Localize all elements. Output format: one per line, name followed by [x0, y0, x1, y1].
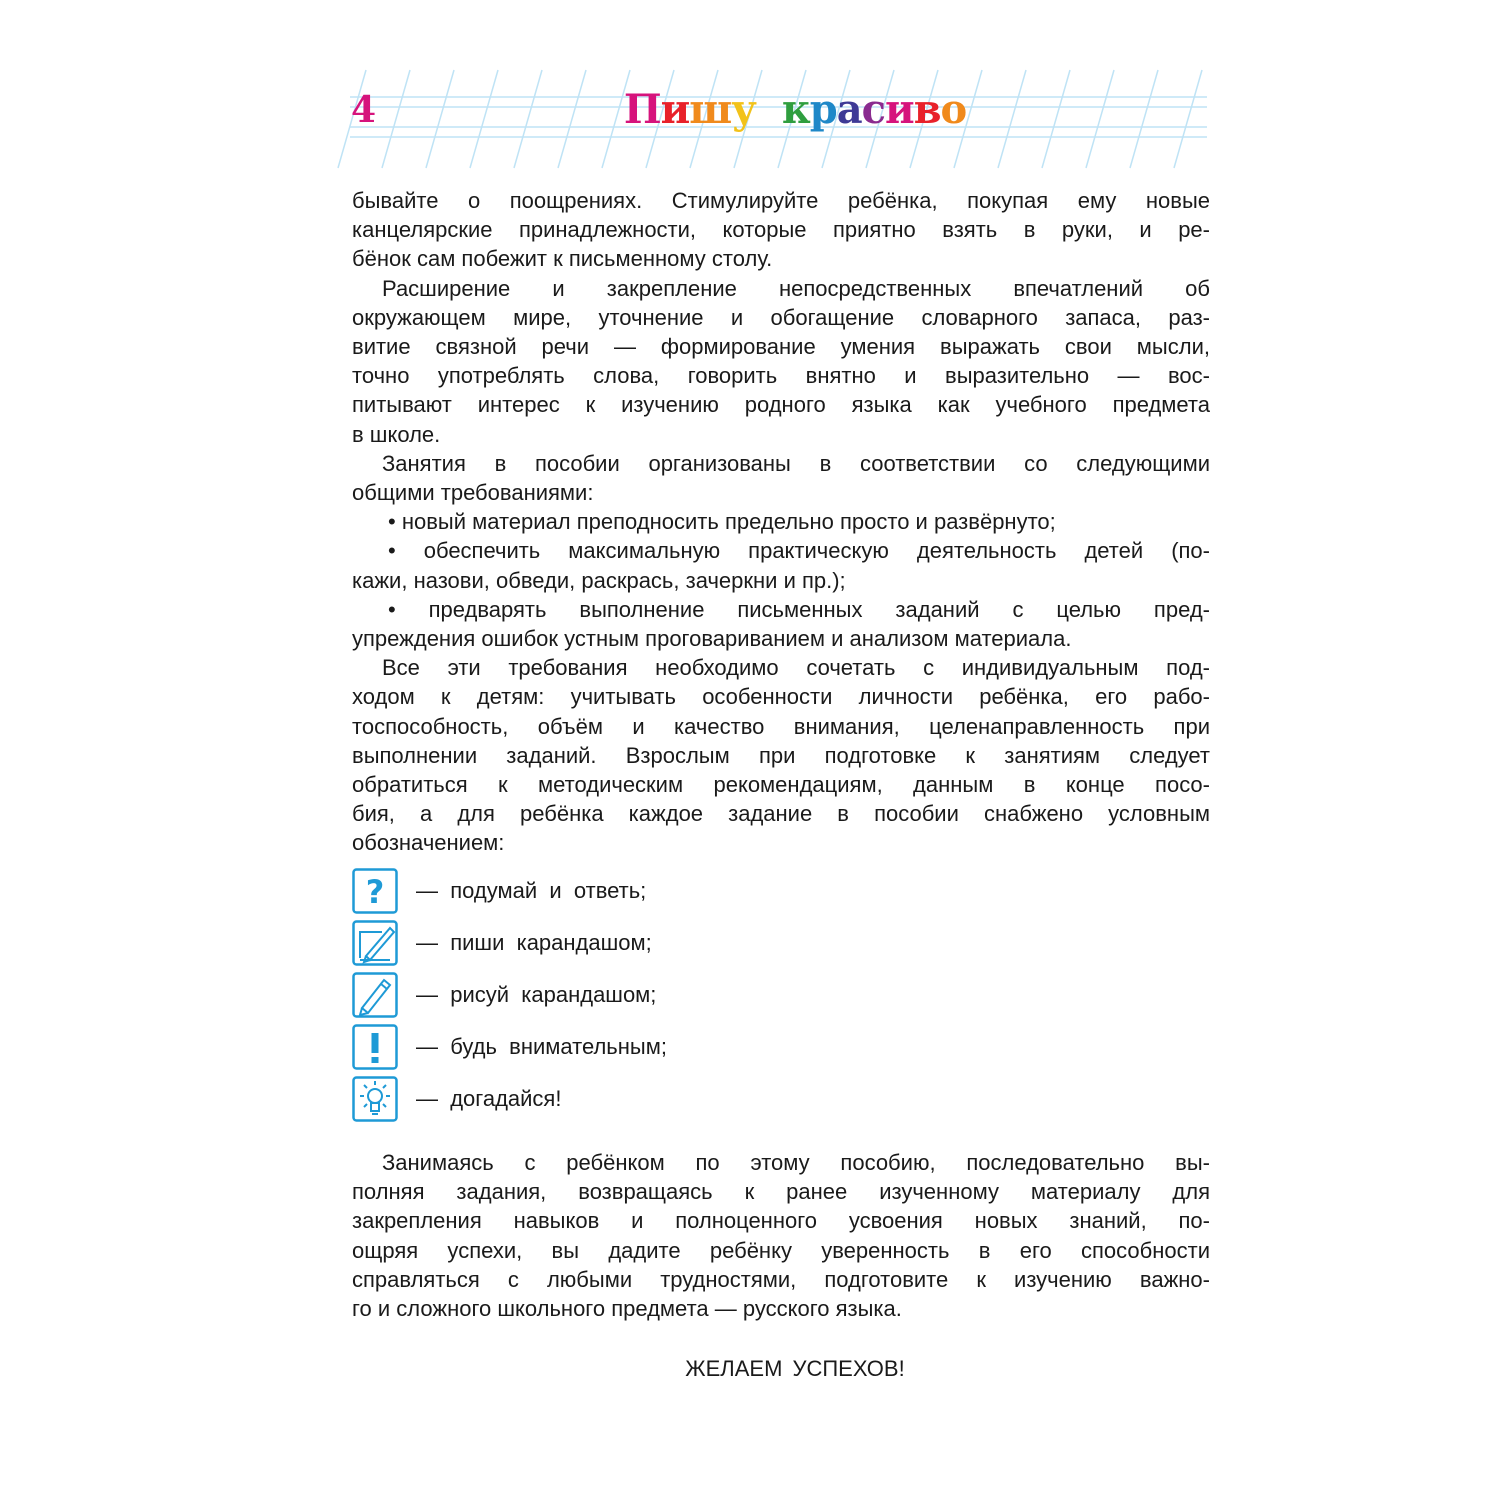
legend-item — [352, 1076, 952, 1128]
title-letter: о — [940, 86, 967, 133]
text-line: упреждения ошибок устным проговариванием и анализом материала. — [352, 626, 1072, 652]
text-line: бёнок сам побежит к письменному столу. — [352, 246, 773, 272]
page-number: 4 — [351, 89, 377, 131]
text-line: Занятия в пособии организованы в соответствии со следующими — [382, 450, 1210, 476]
title-letter: П — [623, 86, 661, 133]
title-letter: и — [885, 86, 914, 133]
text-line: в школе. — [352, 421, 441, 447]
title-letter: к — [781, 86, 810, 133]
text-line: Расширение и закрепление непосредственных впечатлений об — [382, 275, 1210, 301]
closing-paragraph — [352, 1148, 1210, 1323]
text-line: ощряя успехи, вы дадите ребёнку уверенность в его способности — [352, 1237, 1210, 1263]
text-line: закрепления навыков и полноценного усвоения новых знаний, по- — [352, 1208, 1210, 1234]
text-line: • новый материал преподносить предельно просто и развёрнуто; — [388, 509, 1056, 535]
legend-text: — догадайся! — [416, 1086, 562, 1111]
question-icon — [352, 868, 398, 914]
text-line: кажи, назови, обведи, раскрась, зачеркни и пр.); — [352, 567, 846, 593]
text-line: • предварять выполнение письменных заданий с целью пред- — [388, 596, 1210, 622]
title-letter: ш — [689, 86, 732, 133]
legend-item — [352, 1024, 952, 1076]
text-line: бия, а для ребёнка каждое задание в пособии снабжено условным — [352, 801, 1210, 827]
pen-writing-icon — [352, 920, 398, 966]
legend-text: — пиши карандашом; — [416, 930, 652, 955]
text-line: обратиться к методическим рекомендациям, данным в конце посо- — [352, 772, 1210, 798]
legend-item — [352, 972, 952, 1024]
page-title — [0, 86, 1500, 133]
symbol-legend — [352, 868, 952, 1128]
text-line: питывают интерес к изучению родного языка как учебного предмета — [352, 392, 1210, 418]
exclamation-icon — [352, 1024, 398, 1070]
text-line: Занимаясь с ребёнком по этому пособию, последовательно вы- — [382, 1150, 1210, 1175]
legend-text: — подумай и ответь; — [416, 878, 647, 903]
text-line: бывайте о поощрениях. Стимулируйте ребёнка, покупая ему новые — [352, 188, 1210, 213]
title-letter: в — [913, 86, 941, 133]
text-line: витие связной речи — формирование умения выражать свои мысли, — [352, 334, 1210, 360]
title-letter: с — [861, 86, 886, 133]
text-line: тоспособность, объём и качество внимания, целенаправленность при — [352, 713, 1210, 739]
lightbulb-icon — [352, 1076, 398, 1122]
text-line: • обеспечить максимальную практическую деятельность детей (по- — [388, 538, 1210, 564]
title-letter: и — [660, 86, 690, 133]
closing-wish: ЖЕЛАЕМ УСПЕХОВ! — [685, 1356, 905, 1381]
text-line: ходом к детям: учитывать особенности личности ребёнка, его рабо- — [352, 684, 1210, 710]
text-line: полняя задания, возвращаясь к ранее изученному материалу для — [352, 1179, 1210, 1205]
text-line: точно употреблять слова, говорить внятно и выразительно — вос- — [352, 363, 1210, 389]
text-line: канцелярские принадлежности, которые приятно взять в руки, и ре- — [352, 217, 1210, 243]
text-line: Все эти требования необходимо сочетать с индивидуальным под- — [382, 655, 1210, 681]
title-letter: у — [731, 86, 756, 133]
text-line: общими требованиями: — [352, 480, 594, 506]
title-letter: а — [836, 86, 862, 133]
title-letter: р — [809, 86, 837, 133]
text-line: справляться с любыми трудностями, подготовите к изучению важно- — [352, 1266, 1210, 1292]
text-line: окружающем мире, уточнение и обогащение словарного запаса, раз- — [352, 304, 1210, 330]
legend-text: — рисуй карандашом; — [416, 982, 657, 1007]
legend-item — [352, 920, 952, 972]
text-line: го и сложного школьного предмета — русского языка. — [352, 1296, 902, 1322]
legend-item — [352, 868, 952, 920]
text-line: обозначением: — [352, 830, 505, 856]
text-line: выполнении заданий. Взрослым при подготовке к занятиям следует — [352, 742, 1210, 768]
svg-text:?: ? — [365, 873, 385, 911]
legend-text: — будь внимательным; — [416, 1034, 667, 1059]
intro-text — [352, 186, 1210, 858]
pencil-drawing-icon — [352, 972, 398, 1018]
